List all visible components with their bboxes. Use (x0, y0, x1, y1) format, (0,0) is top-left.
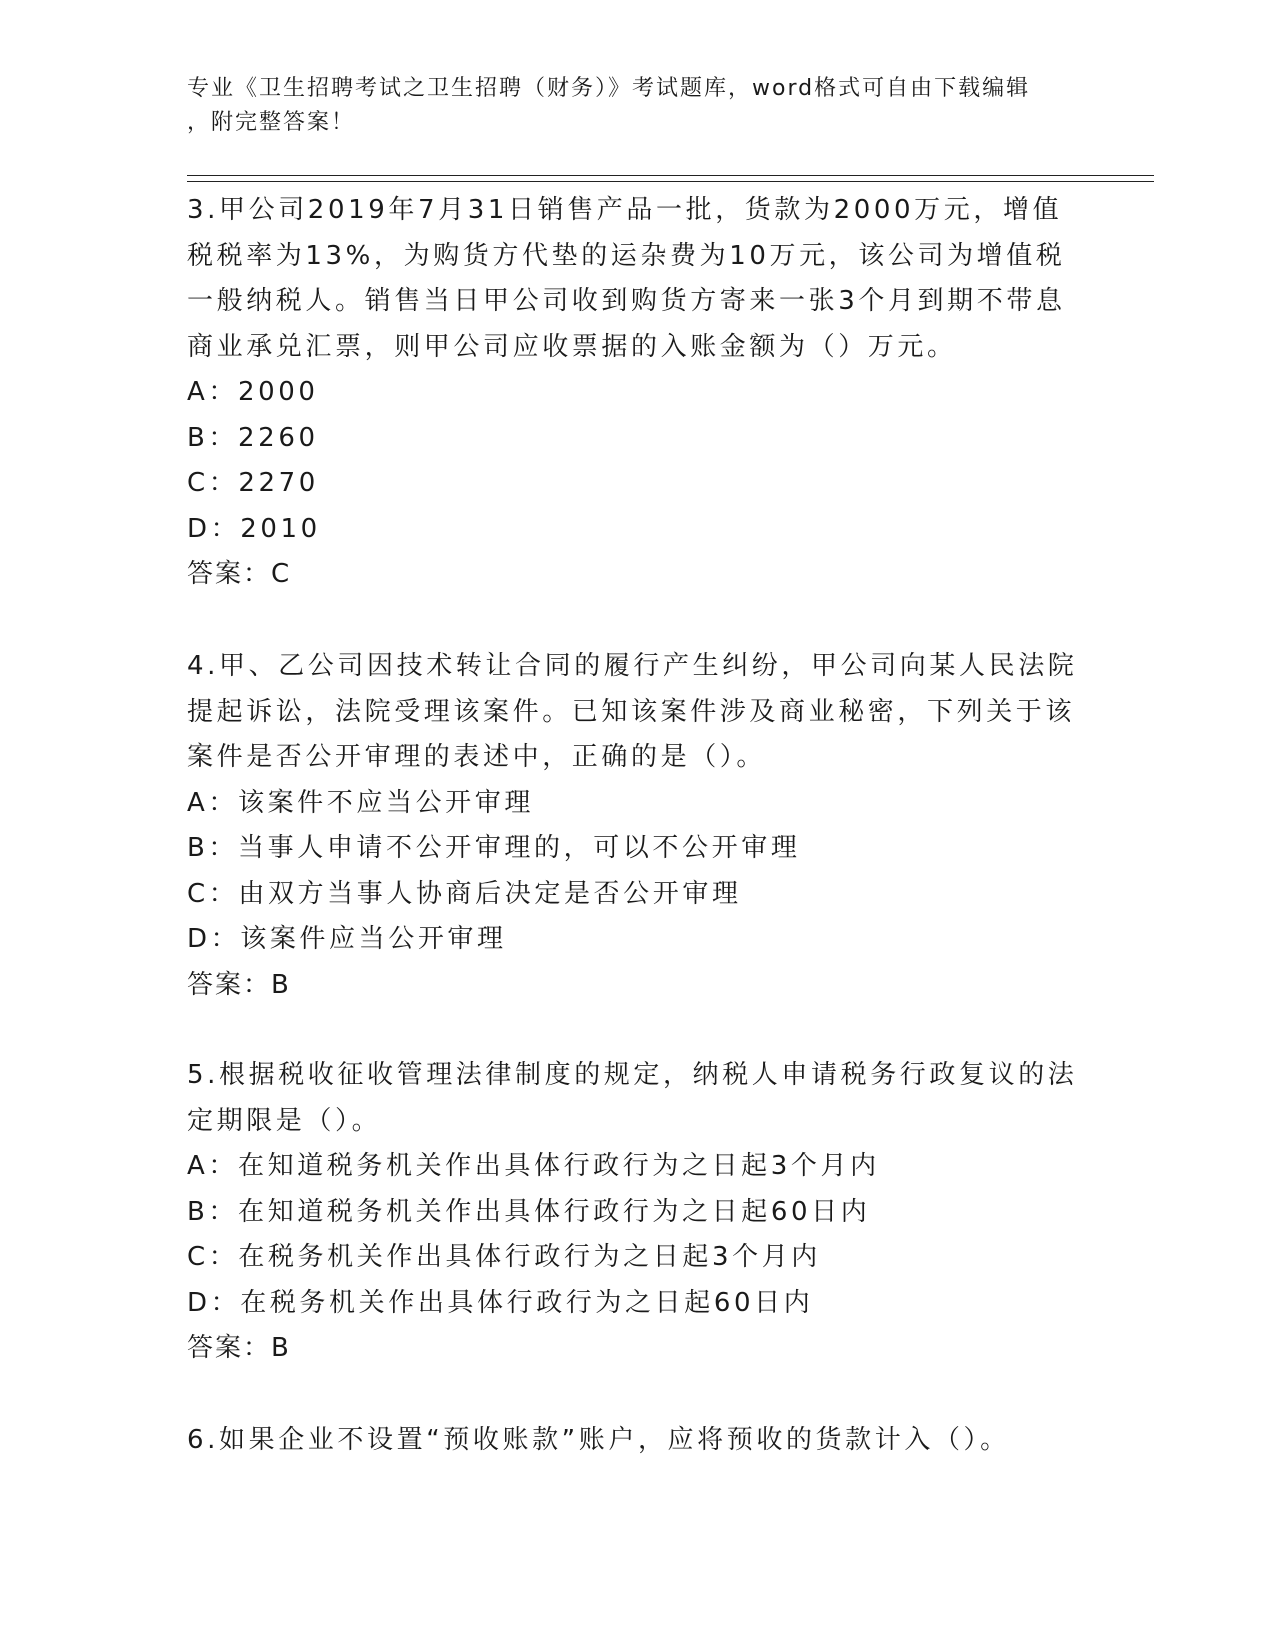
option-a: A：该案件不应当公开审理 (187, 787, 534, 818)
option-a: A：在知道税务机关作出具体行政行为之日起3个月内 (187, 1151, 880, 1181)
option-d: D：2010 (187, 513, 321, 544)
document-header (187, 72, 1067, 140)
answer-line: 答案：C (187, 559, 292, 589)
question-4 (187, 644, 1087, 1008)
answer-line: 答案：B (187, 969, 291, 1000)
header-rule-bottom (187, 181, 1154, 182)
option-b: B：当事人申请不公开审理的，可以不公开审理 (187, 833, 801, 863)
header-line-1: 专业《卫生招聘考试之卫生招聘（财务）》考试题库，word格式可自由下载编辑 (187, 76, 1031, 101)
option-c: C：2270 (187, 468, 319, 498)
question-6 (187, 1418, 1087, 1464)
option-a: A：2000 (187, 377, 319, 407)
option-b: B：在知道税务机关作出具体行政行为之日起60日内 (187, 1196, 871, 1227)
option-c: C：在税务机关作出具体行政行为之日起3个月内 (187, 1242, 821, 1272)
header-rule-top (187, 175, 1154, 176)
option-d: D：在税务机关作出具体行政行为之日起60日内 (187, 1287, 814, 1318)
question-5 (187, 1053, 1087, 1372)
question-stem: 4.甲、乙公司因技术转让合同的履行产生纠纷，甲公司向某人民法院提起诉讼，法院受理该案件。已知该案件涉及商业秘密，下列关于该案件是否公开审理的表述中，正确的是（）。 (187, 651, 1078, 772)
option-c: C：由双方当事人协商后决定是否公开审理 (187, 878, 742, 909)
question-stem: 5.根据税收征收管理法律制度的规定，纳税人申请税务行政复议的法定期限是（）。 (187, 1060, 1078, 1136)
option-d: D：该案件应当公开审理 (187, 924, 507, 954)
option-b: B：2260 (187, 422, 319, 453)
answer-line: 答案：B (187, 1333, 291, 1363)
question-stem: 6.如果企业不设置“预收账款”账户，应将预收的货款计入（）。 (187, 1425, 1010, 1455)
question-3 (187, 188, 1087, 598)
header-line-2: ，附完整答案！ (187, 110, 356, 135)
question-stem: 3.甲公司2019年7月31日销售产品一批，货款为2000万元，增值税税率为13%，为购货方代垫的运杂费为10万元，该公司为增值税一般纳税人。销售当日甲公司收到购货方寄来一张3个月到期不带息商业承兑汇票，则甲公司应收票据的入账金额为（）万元。 (187, 195, 1066, 362)
